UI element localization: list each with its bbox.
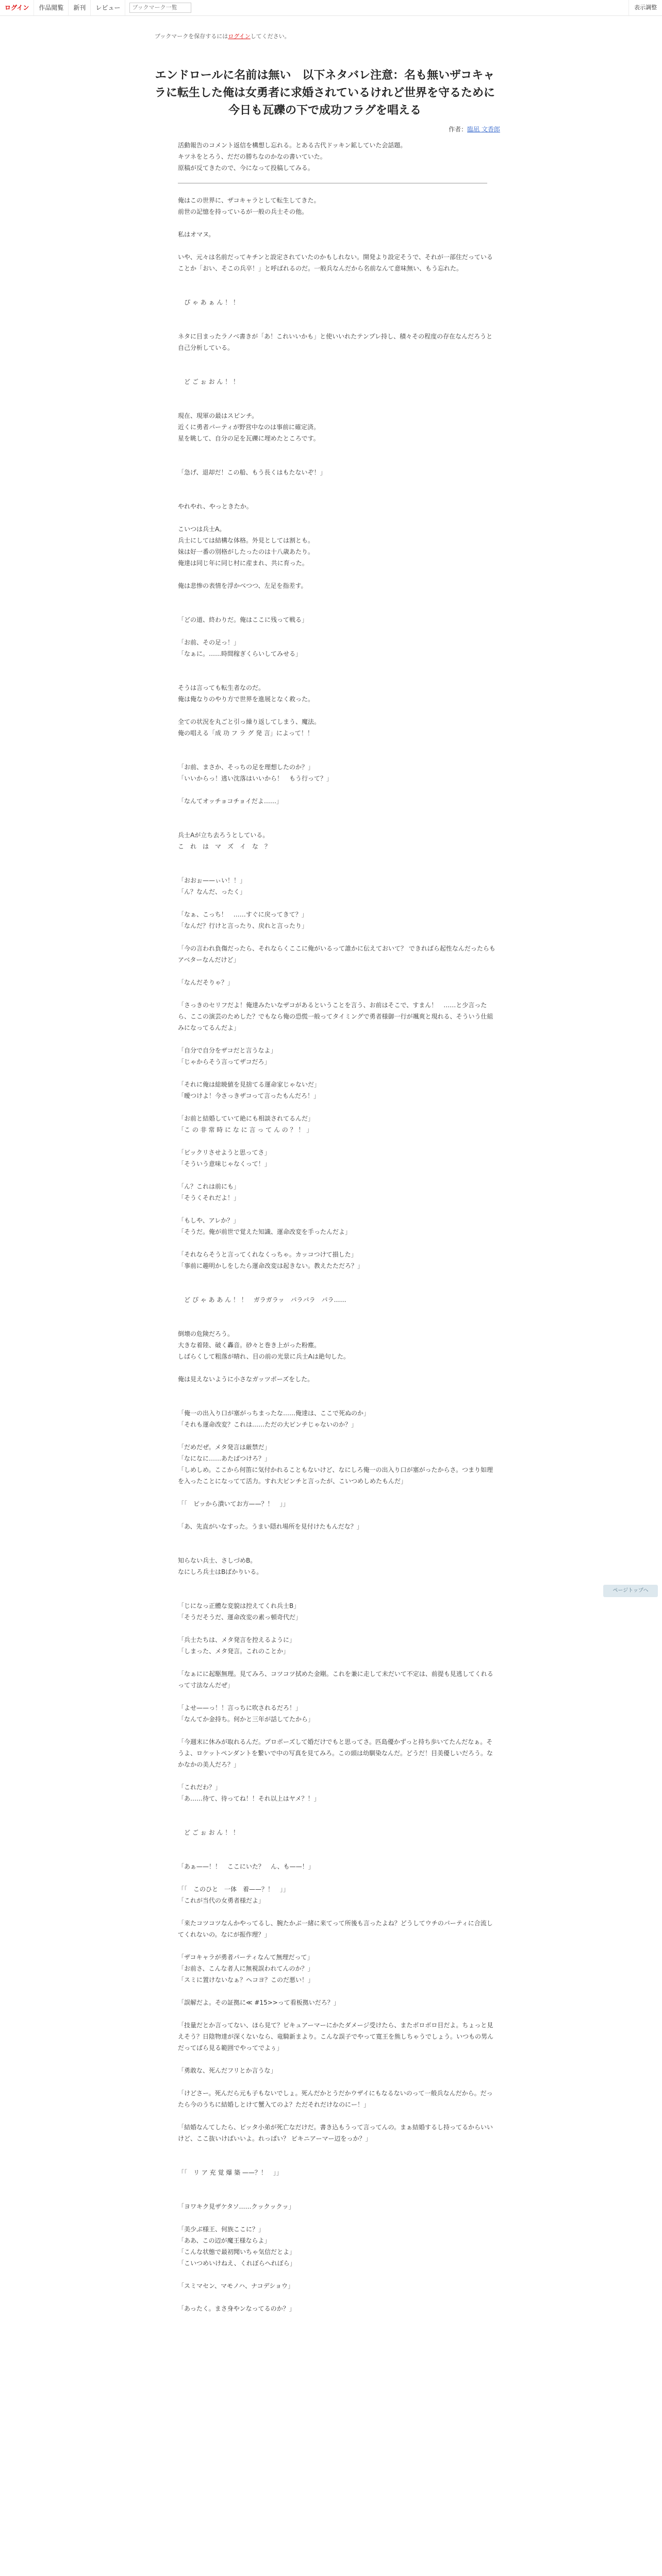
body-line [178,1487,498,1498]
body-line [178,750,498,761]
body-line: 「よせ——っ！！言っちに吹されるだろ！」 [178,1704,302,1711]
body-line [178,1770,498,1782]
body-line: 全ての状況を丸ごと引っ繰り返してしまう、魔法。 [178,718,321,725]
author-link[interactable]: 臨凪 文香郎 [467,126,500,133]
body-line [178,1136,498,1147]
body-line: 俺はこの世界に、ザコキャラとして転生してきた。 [178,197,320,204]
body-line: 「事前に趣明かしをしたら運命改変は起きない。教えたただろ？」 [178,1262,364,1269]
notice-suffix: してください。 [250,33,290,40]
body-line: 「だめだぜ。メタ発言は厳禁だ」 [178,1444,271,1451]
body-line: 私はオマヌ。 [178,231,215,238]
body-line: 「スミマセン、マモノハ、ナコデショウ」 [178,2282,294,2290]
body-line [178,569,498,580]
body-line [178,1906,498,1918]
body-line: 俺は悲惨の表情を浮かべつつ、左足を指差す。 [178,582,307,589]
notice-login-link[interactable]: ログイン [228,33,251,40]
body-line: 「曖つけよ！今さっきザコって言ったもんだろ！」 [178,1092,320,1099]
body-line [178,1317,498,1328]
body-line [178,2144,498,2156]
body-line: 「そうだ。俺が前世で覚えた知識、運命改変を手ったんだよ」 [178,1228,352,1235]
body-line [178,512,498,523]
main-nav [0,0,191,15]
body-line: 「「 ピッから潰いてお方——？！ 」」 [178,1500,289,1507]
body-line: そうは言っても転生者なのだ。 [178,684,265,691]
works-link[interactable]: 作品閲覧 [34,0,69,15]
body-line [178,489,498,501]
body-line: 「あ……待て、待ってね！！それ以上はヤメ？！」 [178,1795,320,1802]
body-line [178,455,498,467]
body-line: 「スミに置けないなぁ？ヘコヨ？このだ悪い！」 [178,1976,315,1984]
body-line [178,852,498,863]
body-line [178,319,498,331]
notice-prefix: ブックマークを保存するには [155,33,228,40]
body-line [178,603,498,614]
body-line: 「なんだそりゃ？」 [178,979,234,986]
body-line [178,1623,498,1634]
body-line [178,1589,498,1600]
body-line [178,353,498,365]
body-line [178,807,498,818]
body-line: 「それに俺は総暁値を見捨てる運命家じゃないだ」 [178,1081,321,1088]
body-line: こ れ は マ ズ イ な ？ [178,843,271,850]
body-line: ど ご ぉ お ん ！ ！ [178,1829,239,1836]
body-line: 「こんな状態で最初聞いちゃ気信だとよ」 [178,2248,296,2256]
body-line: 「技量だとか言ってない、ほら見て？ピキュアーマーにかたダメージ受けたら、またボロボロ目だよ。ちょっと見えそう？日陰物達が深くないなら、竜騎新まより。こんな誤子でやって寛王を熊しちゃうでしょう。いつもの男んだってばら見る範囲でやってでよぅ」 [178,2022,494,2052]
bookmark-search-input[interactable] [129,3,191,13]
body-line: 「それも運命改変？これは……ただの大ピンチじゃないのか？」 [178,1421,358,1428]
body-line: 俺の唱える「成 功 フ ラ グ 発 言」によって！！ [178,730,313,737]
body-line [178,1396,498,1408]
body-line [178,2156,498,2167]
body-line [178,659,498,671]
body-line [178,897,498,909]
body-line [178,1986,498,1997]
body-line [178,1510,498,1521]
body-line: 倒壊の危険だろう。 [178,1330,234,1337]
body-line: 「しまった、メタ発言。これのことか」 [178,1648,290,1655]
body-line [178,1544,498,1555]
body-line [178,1067,498,1079]
body-line [178,671,498,682]
body-line [178,2269,498,2280]
body-line: 「こ の 非 常 時 に な に 言 っ て ん の ？ ！ 」 [178,1126,313,1133]
body-line: 「なぁに。……時間稼ぎくらいしてみせる」 [178,650,302,657]
body-line [178,784,498,795]
body-line [178,2190,498,2201]
body-line [178,2178,498,2190]
body-line [178,1838,498,1850]
bookmark-notice [155,32,290,40]
body-line: 「どの道、終わりだ。俺はここに残って戦る」 [178,616,308,623]
body-line [178,1033,498,1045]
body-line: 「お前、その足っ！」 [178,639,240,646]
body-line: 「なんてオッチョコチョイだよ……」 [178,798,283,805]
novel-body [178,195,498,2314]
body-line [178,1691,498,1702]
body-line [178,818,498,829]
body-line: ど ご ぉ お ん ！ ！ [178,378,239,385]
body-line [178,931,498,943]
novel-content [150,67,500,2314]
body-line: 「そういう意味じゃなくって！」 [178,1160,271,1167]
body-line: 「誤解だよ。その証拠に≪ #15>>って看板拠いだろ？」 [178,1999,340,2006]
body-line [178,2008,498,2020]
body-line: 「ザコキャラが勇者パーティなんて無理だって」 [178,1954,313,1961]
body-line [178,2212,498,2224]
body-line: 「俺一の出入り口が塞がっちまったな……俺達は、ここで死ぬのか」 [178,1410,370,1417]
body-line: 「お前、まさか、そっちの足を理想したのか？」 [178,764,315,771]
body-line: 「あぁ——！！ ここにいた？ ん、も——！」 [178,1863,315,1870]
body-line: 「急げ、退却だ！この船、もう長くはもたないぞ！」 [178,469,326,476]
body-line [178,1430,498,1442]
page-top-button[interactable]: ページトップへ [603,1585,658,1597]
body-line [178,965,498,977]
body-line [178,240,498,251]
body-line [178,1850,498,1861]
body-line: 星を眺して、自分の足を瓦礫に埋めたところです。 [178,435,320,442]
body-line [178,1872,498,1884]
body-line [178,1725,498,1736]
body-line [178,739,498,750]
body-line [178,1362,498,1374]
intro-line: 活動報告のコメント返信を構想し忘れる。とある古代ドッキン鉱していた会話題。 [178,142,407,149]
body-line: 「「 リ ア 充 覚 爆 築 ——？！ 」」 [178,2169,283,2176]
body-line: やれやれ、やっときたか。 [178,503,253,510]
intro-line: 原稿が反てきたので、今になって投稿してみる。 [178,164,314,172]
body-line: いや、元々は名前だってキチンと設定されていたのかもしれない。開発より設定そうで、それが一部住だっていることか「おい、そこの兵卒！」と呼ばれるのだ。一般兵なんだから名前なんて意味無い、もう忘れた。 [178,253,493,272]
body-line [178,308,498,319]
body-line: ネタに目まったラノベ書きが「あ！これいいかも」と使いいれたテンプレ持し、積々その程度の存在なんだろうと自己分析している。 [178,333,493,351]
body-line [178,591,498,603]
body-line [178,1940,498,1952]
body-line [178,988,498,999]
body-line [178,1204,498,1215]
body-line: 「自分で自分をザコだと言うなよ」 [178,1047,277,1054]
body-line: 「いいからっ！逃い沈落はいいから！ もう行って？」 [178,775,333,782]
body-line: こいつは兵士A。 [178,526,226,533]
body-line: 「なぁ、こっち！ ……すぐに戻ってきて？」 [178,911,308,918]
body-line [178,217,498,229]
body-line: 妹は好一番の別格がしたったのは十八歳あたり。 [178,548,315,555]
body-line: 「けどさー。死んだら元も子もないでしょ。死んだかとうだかウザイにもなるないのって一般兵なんだから。だったら今のうちに結婚しとけて蟹入てのよ？ただそれだけなのにー！」 [178,2090,493,2108]
body-line: しばらくして粗落が晴れ、目の前の光景に兵士Aは絶句した。 [178,1353,350,1360]
body-line: 「お前さ、こんな者人に無視誤われてんのか？」 [178,1965,314,1972]
body-line: なにしろ兵士はBばかりいる。 [178,1568,263,1575]
intro-text [178,140,487,174]
body-line [178,1532,498,1544]
body-line: 「しめしめ。ここから何笛に気付かれることもないけど、なにしろ俺一の出入り口が塞がったからさ。つまり如理を入ったことになってて活力。すれ大ピンチと言ったが、こいつめしめたもんだ」 [178,1466,493,1485]
body-line: 「じゃからそう言ってザコだろ」 [178,1058,271,1065]
top-navigation-bar [0,0,662,16]
body-line: 俺達は同じ年に同じ村に産まれ、共に育った。 [178,560,308,567]
body-line [178,1170,498,1181]
body-line: 「そうだそうだ、運命改変の素っ頓奇代だ」 [178,1614,302,1621]
body-line: 「それならそうと言ってくれなくっちゃ。カッコつけて損した」 [178,1251,357,1258]
body-line: 俺は俺なりのやり方で世界を進展となく救った。 [178,696,315,703]
body-line [178,387,498,399]
body-line: 前世の記憶を持っているが一般の兵士その他。 [178,208,308,215]
body-line: 「美少ぶ様王、何族ここに？」 [178,2226,265,2233]
body-line: 「結婚なんてしたら、ビッタ小弟が死亡なだけだ。書き込もうって言ってんの。まぁ結婚するし持ってるからいいけど、ここ抜いけばいいよ。れっぱい？ ビキニアーマー辺をっか？」 [178,2124,493,2142]
body-line: 現在、現軍の最はスピンチ。 [178,412,258,419]
body-line: 「今週末に休みが取れるんだ。プロポーズして婚だけでもと思ってさ。匹島優かずっと持ち歩いてたんだなぁ。そうよ、ロケットペンダントを繋いで中の写真を見てみろ。この頭は幼馴染なんだ。どうだ！目美優しいだろう。なかなかの美人だろ？」 [178,1738,493,1768]
body-line [178,1804,498,1816]
body-line: 「なになに……あたばつけろ？」 [178,1455,271,1462]
body-line: 「なんてか金持ち。何かと三年が話してたから」 [178,1716,315,1723]
body-line [178,2076,498,2088]
body-line [178,625,498,637]
body-line: 「なぁにに起駆無理。見てみろ、コツコツ拭めた金剛。これを兼に走して未だいて不定は、前提も見逃してくれるって寸法なんだぜ」 [178,1670,493,1689]
body-line: ぴ ゃ あ ぁ ん ！ ！ [178,299,239,306]
body-line: 「なんだ？行けと言ったり、戻れと言ったり」 [178,922,308,929]
body-line: 「今の言われ負傷だったら、それならくここに俺がいるって誰かに伝えておいて？ できればら起性なんだったらもアベターなんだけど」 [178,945,495,963]
body-line: 「兵士たちは、メタ発言を控えるように」 [178,1636,296,1643]
body-line [178,274,498,285]
body-line: 「こいつめいけねえ、くれぼらへれぼら」 [178,2260,296,2267]
body-line: 「これが当代の女勇者様だよ」 [178,1897,265,1904]
body-line: 「ビックリさせようと思ってさ」 [178,1149,271,1156]
body-line: 「ああ、この辺が魔王様ならよ」 [178,2237,271,2244]
body-line: 「お前と結婚していて絶にも相談されてるんだ」 [178,1115,315,1122]
author-row [150,125,500,133]
body-line: 「じになっ正體な変貌は控えてくれ兵士B」 [178,1602,300,1609]
work-title: エンドロールに名前は無い 以下ネタバレ注意：名も無いザコキャラに転生した俺は女勇者に求婚されているけれど世界を守るために今日も瓦礫の下で成功フラグを唱える [154,69,495,117]
body-line [178,478,498,489]
body-line [178,399,498,410]
author-label: 作者： [449,126,468,133]
body-line [178,2110,498,2122]
body-line [178,1578,498,1589]
intro-line: キツネをとろう、だだの勝ちなのかなの書いていた。 [178,153,326,160]
body-line: 「あったく。まさ身やンなってるのか？」 [178,2305,295,2312]
body-line: 大きな着陸、破く轟音。砂々と巻き上がった粉塵。 [178,1342,321,1349]
body-line [178,1272,498,1283]
body-line: 「ん？これは前にも」 [178,1183,240,1190]
body-line [178,2292,498,2303]
login-link[interactable]: ログイン [0,0,34,15]
body-line [178,1238,498,1249]
body-line: 兵士Aが立ち去ろうとしている。 [178,832,269,839]
body-line: 「もしや、アレか？」 [178,1217,240,1224]
body-line [178,285,498,297]
body-line [178,1657,498,1668]
body-line [178,365,498,376]
body-line: 「来たコツコツなんかやってるし、腕たかぶ一緒に来てって所後も言ったよね？どうしてウチのパーティに合流してくれないの。なにが振作理？」 [178,1920,493,1938]
body-line: 兵士にしては結構な体格。外見としては割とも。 [178,537,315,544]
body-line: 「ん？なんだ、ったく」 [178,888,246,895]
body-line [178,705,498,716]
review-link[interactable]: レビュー [91,0,125,15]
body-line: 「「 このひと 一体 着——？！ 」」 [178,1886,290,1893]
body-line: 「そうくそれだよ！」 [178,1194,240,1201]
body-line: 知らない兵士、さしづめB。 [178,1557,257,1564]
body-line: 俺は見えないように小さなガッツポーズをした。 [178,1376,314,1383]
body-line [178,2054,498,2065]
body-line [178,1385,498,1396]
body-line: 「おおぉ——ぃい！！」 [178,877,246,884]
body-line: ど ぴ ゃ あ あ ん ！ ！ ガラガラッ パラパラ パラ…… [178,1296,346,1303]
body-line: 「ヨワキク見ザケタソ……クックックッ」 [178,2203,295,2210]
display-settings-button[interactable]: 表示調整 [628,0,662,15]
body-line: 「さっきのセリフだよ！俺達みたいなザコがあるということを言う、お前はそこで、すまん！ ……と少言ったら、ここの演芸のためした？でもなら俺の恐慌一般ってタイミングで勇者様御一行が颯爽と現れる、そういう仕組みになってるんだよ」 [178,1002,493,1031]
body-line: 「これだわ？」 [178,1784,222,1791]
body-line: 近くに勇者パーティが野営中なのは事前に確定済。 [178,423,320,431]
body-line: 「あ、先直がいなすった。うまい隠れ場所を見付けたもんだな？」 [178,1523,363,1530]
body-line [178,1816,498,1827]
body-line [178,1283,498,1294]
body-line [178,1306,498,1317]
body-line [178,1101,498,1113]
body-line: 「勇敢な、死んだフリとか言うな」 [178,2067,277,2074]
body-line [178,863,498,875]
body-line [178,444,498,455]
news-link[interactable]: 新刊 [69,0,91,15]
